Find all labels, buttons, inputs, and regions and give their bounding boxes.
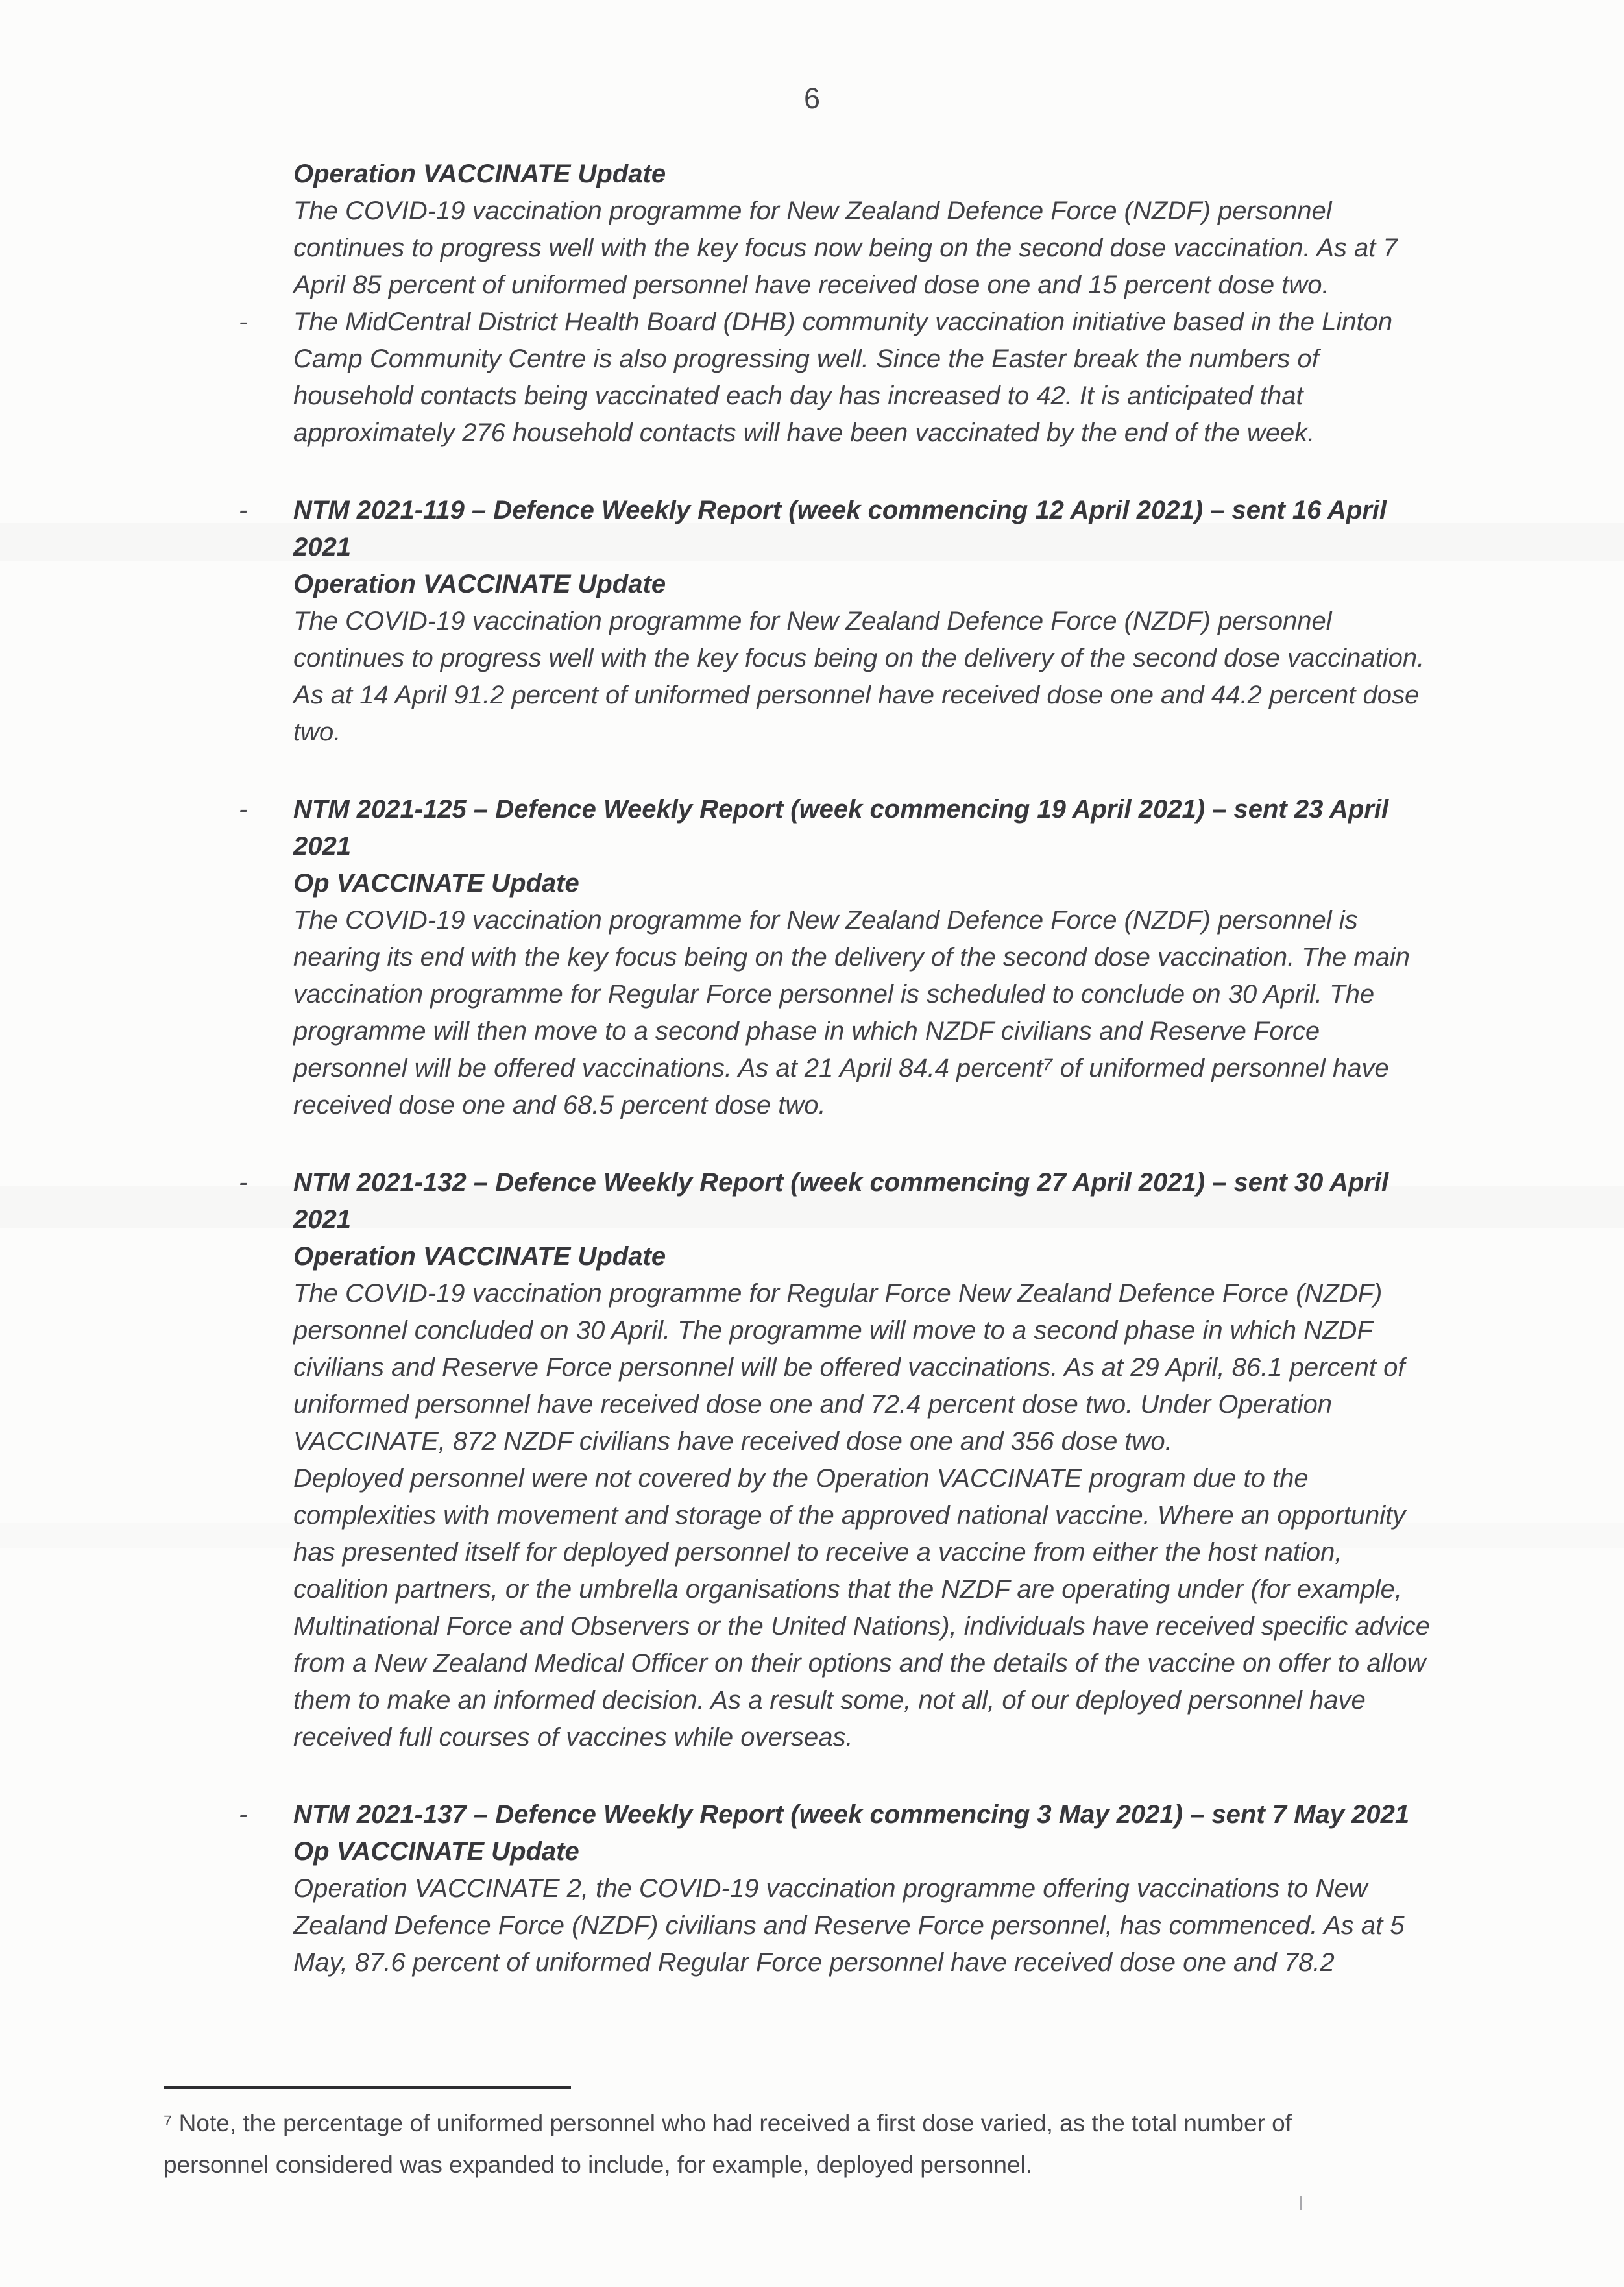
report-block-continuation: [293, 156, 1440, 304]
dash-bullet-icon: -: [239, 1168, 248, 1197]
report-block-ntm-2021-125: [239, 791, 1440, 1124]
block-paragraph: Operation VACCINATE 2, the COVID-19 vaccination programme offering vaccinations to New Zealand Defence Force (NZDF) civilians and Reserve Force personnel, has commenced. As at 5 May, 87.6 percent of uniformed Regular Force personnel have received dose one and 78.2: [293, 1874, 1405, 1977]
block-title: NTM 2021-132 – Defence Weekly Report (week commencing 27 April 2021) – sent 30 April 2021: [293, 1168, 1389, 1234]
report-block-ntm-2021-132: [239, 1164, 1440, 1756]
dash-bullet-icon: -: [239, 1800, 248, 1829]
block-paragraph: The COVID-19 vaccination programme for New Zealand Defence Force (NZDF) personnel continues to progress well with the key focus being on the delivery of the second dose vaccination. As at 14 April 91.2 percent of uniformed personnel have received dose one and 44.2 percent dose two.: [293, 607, 1425, 746]
report-block-ntm-2021-119: [239, 492, 1440, 751]
block-title: NTM 2021-137 – Defence Weekly Report (week commencing 3 May 2021) – sent 7 May 2021: [293, 1800, 1410, 1829]
block-heading: Operation VACCINATE Update: [293, 160, 666, 188]
dash-bullet-icon: -: [239, 308, 248, 336]
block-heading: Operation VACCINATE Update: [293, 1242, 666, 1271]
dash-bullet-icon: -: [239, 496, 248, 524]
block-paragraph: The COVID-19 vaccination programme for Regular Force New Zealand Defence Force (NZDF) personnel concluded on 30 April. The programme will move to a second phase in which NZDF civilians and Reserve Force personnel will be offered vaccinations. As at 29 April, 86.1 percent of uniformed personnel have received dose one and 72.4 percent dose two. Under Operation VACCINATE, 872 NZDF civilians have received dose one and 356 dose two.: [293, 1279, 1405, 1456]
block-title: NTM 2021-125 – Defence Weekly Report (week commencing 19 April 2021) – sent 23 April 2021: [293, 795, 1389, 861]
block-paragraph: The COVID-19 vaccination programme for New Zealand Defence Force (NZDF) personnel continues to progress well with the key focus now being on the second dose vaccination. As at 7 April 85 percent of uniformed personnel have received dose one and 15 percent dose two.: [293, 197, 1398, 299]
scan-artifact-mark: [1300, 2196, 1302, 2210]
block-paragraph: The COVID-19 vaccination programme for New Zealand Defence Force (NZDF) personnel is nearing its end with the key focus being on the delivery of the second dose vaccination. The main vaccination programme for Regular Force personnel is scheduled to conclude on 30 April. The programme will then move to a second phase in which NZDF civilians and Reserve Force personnel will be offered vaccinations. As at 21 April 84.4 percent⁷ of uniformed personnel have received dose one and 68.5 percent dose two.: [293, 906, 1411, 1119]
block-paragraph: Deployed personnel were not covered by the Operation VACCINATE program due to the complexities with movement and storage of the approved national vaccine. Where an opportunity has presented itself for deployed personnel to receive a vaccine from either the host nation, coalition partners, or the umbrella organisations that the NZDF are operating under (for example, Multinational Force and Observers or the United Nations), individuals have received specific advice from a New Zealand Medical Officer on their options and the details of the vaccine on offer to allow them to make an informed decision. As a result some, not all, of our deployed personnel have received full courses of vaccines while overseas.: [293, 1464, 1430, 1752]
block-heading: Operation VACCINATE Update: [293, 570, 666, 598]
footnote-divider: [164, 2086, 571, 2089]
block-paragraph: The MidCentral District Health Board (DHB) community vaccination initiative based in the Linton Camp Community Centre is also progressing well. Since the Easter break the numbers of household contacts being vaccinated each day has increased to 42. It is anticipated that approximately 276 household contacts will have been vaccinated by the end of the week.: [293, 308, 1393, 447]
dash-bullet-icon: -: [239, 795, 248, 824]
report-block-ntm-2021-137: [239, 1796, 1440, 1981]
block-heading: Op VACCINATE Update: [293, 1837, 579, 1866]
report-block-midcentral: [239, 304, 1440, 452]
footnote-text: ⁷ Note, the percentage of uniformed personnel who had received a first dose varied, as the total number of personnel considered was expanded to include, for example, deployed personnel.: [164, 2110, 1292, 2178]
page-content: [239, 156, 1440, 1981]
block-heading: Op VACCINATE Update: [293, 869, 579, 898]
block-title: NTM 2021-119 – Defence Weekly Report (week commencing 12 April 2021) – sent 16 April 2021: [293, 496, 1387, 561]
page-number: 6: [803, 82, 821, 115]
